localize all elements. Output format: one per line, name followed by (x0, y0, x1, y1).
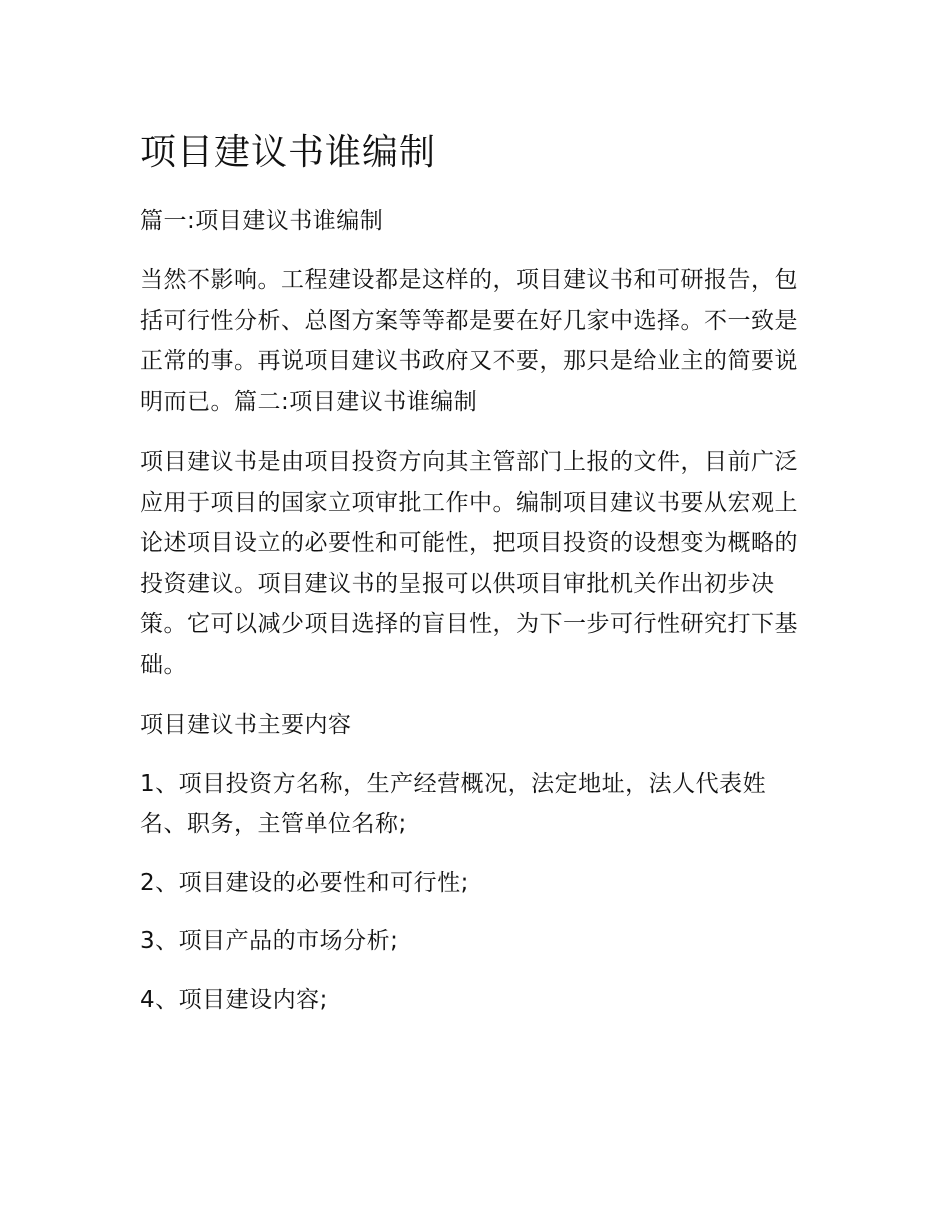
list-item-4: 4、项目建设内容; (140, 986, 328, 1013)
document-page (140, 130, 810, 1020)
list-item-3: 3、项目产品的市场分析; (140, 928, 399, 954)
list-item-2: 2、项目建设的必要性和可行性; (140, 869, 469, 896)
paragraph-1: 当然不影响。工程建设都是这样的，项目建议书和可研报告，包括可行性分析、总图方案等等都是要在好几家中选择。不一致是正常的事。再说项目建议书政府又不要，那只是给业主的简要说明而已。篇二:项目建议书谁编制 (140, 267, 798, 415)
list-item-1: 1、项目投资方名称，生产经营概况，法定地址，法人代表姓名、职务，主管单位名称; (140, 770, 767, 837)
document-subtitle: 篇一:项目建议书谁编制 (140, 208, 384, 234)
paragraph-2: 项目建议书是由项目投资方向其主管部门上报的文件，目前广泛应用于项目的国家立项审批工作中。编制项目建议书要从宏观上论述项目设立的必要性和可能性，把项目投资的设想变为概略的投资建议。项目建议书的呈报可以供项目审批机关作出初步决策。它可以减少项目选择的盲目性，为下一步可行性研究打下基础。 (140, 449, 798, 678)
document-title: 项目建议书谁编制 (140, 132, 437, 173)
section-heading: 项目建议书主要内容 (140, 712, 352, 738)
